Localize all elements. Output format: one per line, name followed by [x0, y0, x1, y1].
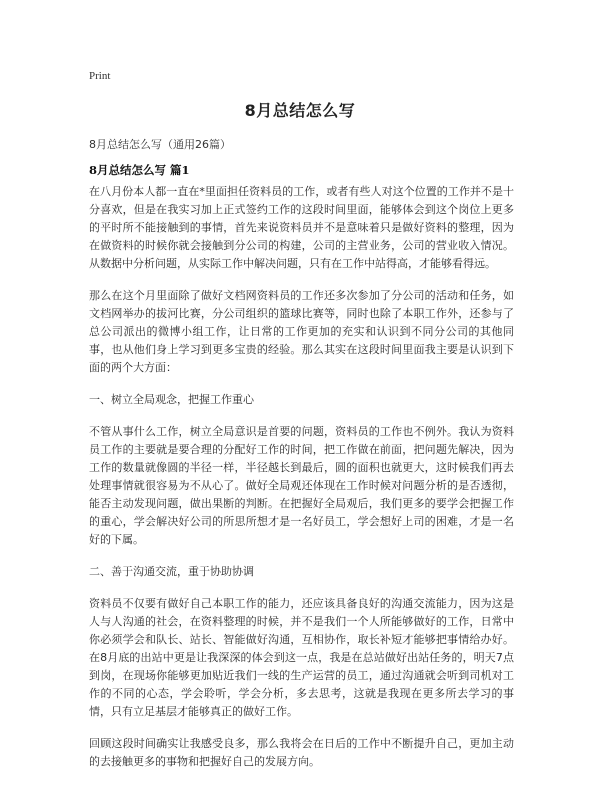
document-subtitle: 8月总结怎么写（通用26篇）: [89, 138, 231, 151]
paragraph-1: 在八月份本人都一直在*里面担任资料员的工作，或者有些人对这个位置的工作并不是十分喜欢，但是在我实习加上正式签约工作的这段时间里面，能够体会到这个岗位上更多的平时所不能接触到的事情，首先来说资料员并不是意味着只是做好资料的整理，因为在做资料的时候你就会接触到分公司的构建，公司的主营业务，公司的营业收入情况。从数据中分析问题，从实际工作中解决问题，只有在工作中站得高，才能够看得远。: [89, 185, 514, 270]
subheading-1: 一、树立全局观念，把握工作重心: [89, 393, 254, 406]
subheading-2: 二、善于沟通交流，重于协助协调: [89, 565, 254, 578]
paragraph-5: 回顾这段时间确实让我感受良多，那么我将会在日后的工作中不断提升自己，更加主动的去接触更多的事物和把握好自己的发展方向。: [89, 737, 514, 768]
paragraph-3: 不管从事什么工作，树立全局意识是首要的问题，资料员的工作也不例外。我认为资料员工作的主要就是要合理的分配好工作的时间，把工作做在前面，把问题先解决，因为工作的数量就像圆的半径一样，半径越长到最后，圆的面积也就更大，这时候我们再去处理事情就很容易为不从心了。做好全局观还体现在工作时候对问题分析的是否透彻，能否主动发现问题，做出果断的判断。在把握好全局观后，我们更多的要学会把握工作的重心，学会解决好公司的所思所想才是一名好员工，学会想好上司的困难，才是一名好的下属。: [89, 425, 514, 546]
paragraph-4: 资料员不仅要有做好自己本职工作的能力，还应该具备良好的沟通交流能力，因为这是人与人沟通的社会，在资料整理的时候，并不是我们一个人所能够做好的工作，日常中你必须学会和队长、站长、智能做好沟通，互相协作，取长补短才能够把事情给办好。在8月底的出站中更是让我深深的体会到这一点，我是在总站做好出站任务的，明天7点到岗，在现场你能够更加贴近我们一线的生产运营的员工，通过沟通就会听到司机对工作的不同的心态，学会聆听，学会分析，多去思考，这就是我现在更多所去学习的事情，只有立足基层才能够真正的做好工作。: [89, 597, 514, 718]
document-body: [89, 183, 514, 785]
paragraph-2: 那么在这个月里面除了做好文档网资料员的工作还多次参加了分公司的活动和任务，如文档网举办的拔河比赛，分公司组织的篮球比赛等，同时也除了本职工作外，还参与了总公司派出的微博小组工作，让日常的工作更加的充实和认识到不同分公司的其他同事，也从他们身上学习到更多宝贵的经验。那么其实在这段时间里面我主要是认识到下面的两个大方面：: [89, 289, 514, 374]
page-title: 8月总结怎么写: [244, 101, 356, 120]
section-heading: 8月总结怎么写 篇1: [89, 163, 190, 177]
print-label: Print: [89, 70, 111, 82]
